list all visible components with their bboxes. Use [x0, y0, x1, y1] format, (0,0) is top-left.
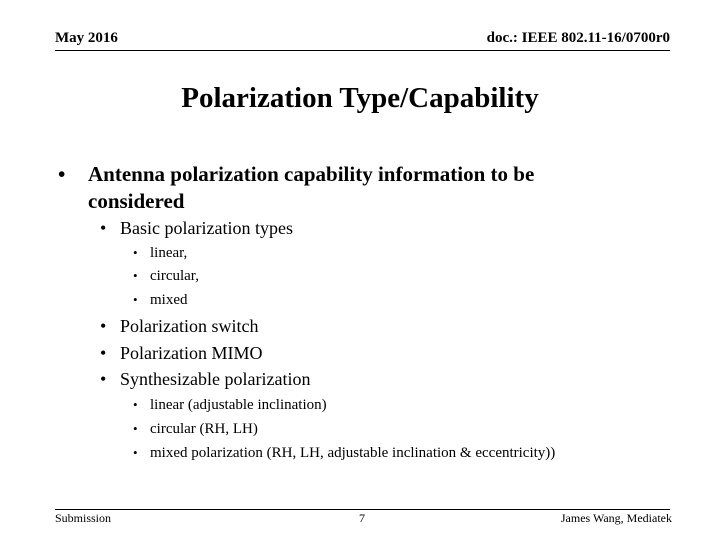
list-item-text: mixed [150, 292, 188, 308]
bullet-marker: • [133, 268, 138, 283]
bullet-marker: • [58, 162, 66, 186]
list-item-text: circular, [150, 268, 199, 284]
bullet-marker: • [133, 421, 138, 436]
footer-rule [55, 509, 670, 510]
bullet-marker: • [100, 343, 107, 363]
header-doc-id: doc.: IEEE 802.11-16/0700r0 [486, 30, 670, 46]
footer-page-number: 7 [359, 511, 365, 525]
bullet-marker: • [133, 292, 138, 307]
main-bullet-text-line1: Antenna polarization capability information to be [88, 162, 535, 186]
list-item-text: linear (adjustable inclination) [150, 397, 327, 413]
sub-bullet-text: Polarization switch [120, 316, 259, 336]
list-item-text: mixed polarization (RH, LH, adjustable inclination & eccentricity)) [150, 445, 556, 461]
main-bullet-text-line2: considered [88, 189, 185, 213]
header-date: May 2016 [55, 30, 118, 46]
bullet-marker: • [100, 369, 107, 389]
footer-author: James Wang, Mediatek [560, 511, 672, 525]
bullet-marker: • [100, 218, 107, 238]
header-rule [55, 50, 670, 51]
slide-title: Polarization Type/Capability [181, 82, 539, 114]
list-item-text: linear, [150, 245, 188, 261]
bullet-marker: • [133, 445, 138, 460]
list-item-text: circular (RH, LH) [150, 421, 258, 437]
bullet-marker: • [133, 397, 138, 412]
sub-bullet-text: Polarization MIMO [120, 343, 263, 363]
footer-submission: Submission [55, 511, 112, 525]
sub-bullet-text: Basic polarization types [120, 218, 293, 238]
sub-bullet-text: Synthesizable polarization [120, 369, 311, 389]
bullet-marker: • [100, 316, 107, 336]
bullet-marker: • [133, 245, 138, 260]
